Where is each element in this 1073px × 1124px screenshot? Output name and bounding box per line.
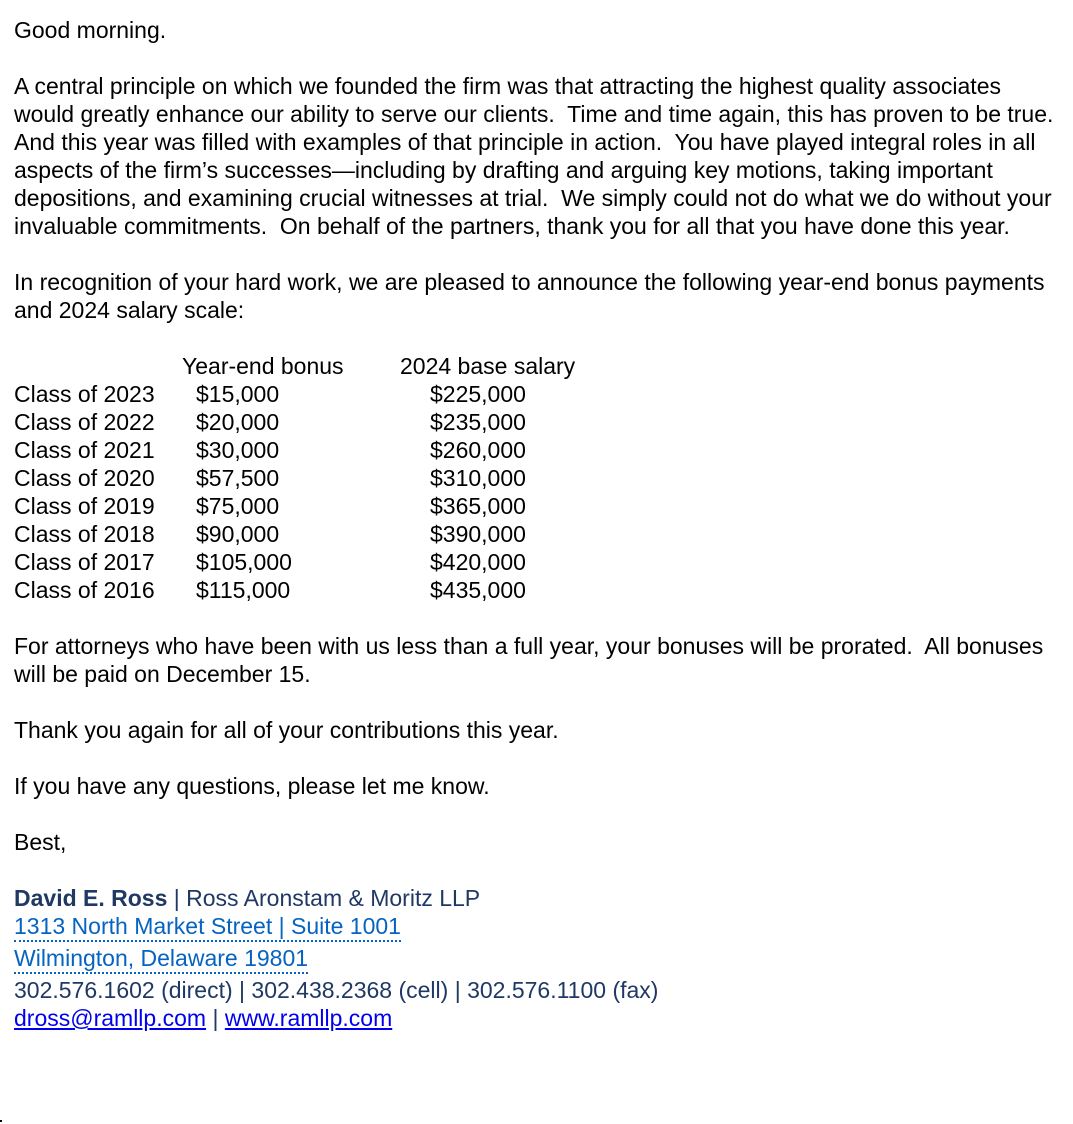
email-body bbox=[14, 16, 1065, 1032]
class-year-cell: Class of 2021 bbox=[14, 437, 155, 463]
page-corner-mark bbox=[0, 1120, 2, 1122]
email-link[interactable]: dross@ramllp.com bbox=[14, 1005, 207, 1031]
bonus-cell: $75,000 bbox=[196, 493, 280, 519]
bonus-cell: $30,000 bbox=[196, 437, 280, 463]
table-row bbox=[14, 464, 1059, 492]
class-year-cell: Class of 2017 bbox=[14, 549, 155, 575]
paragraph-announcement: In recognition of your hard work, we are pleased to announce the following year-end bonus payments and 2024 salary scale: bbox=[14, 269, 1051, 323]
bonus-cell: $15,000 bbox=[196, 381, 280, 407]
class-year-cell: Class of 2018 bbox=[14, 521, 155, 547]
header-year-end-bonus: Year-end bonus bbox=[182, 353, 344, 379]
table-row bbox=[14, 548, 1059, 576]
signature-contact-links bbox=[14, 1004, 1059, 1032]
paragraph-thanks: Thank you again for all of your contributions this year. bbox=[14, 717, 559, 743]
salary-cell: $225,000 bbox=[430, 381, 526, 407]
compensation-table bbox=[14, 352, 1059, 604]
table-row bbox=[14, 380, 1059, 408]
table-header-row bbox=[14, 352, 1059, 380]
salary-cell: $235,000 bbox=[430, 409, 526, 435]
table-row bbox=[14, 408, 1059, 436]
address-link-street[interactable]: 1313 North Market Street | Suite 1001 bbox=[14, 914, 401, 942]
bonus-cell: $57,500 bbox=[196, 465, 280, 491]
header-base-salary: 2024 base salary bbox=[400, 353, 576, 379]
class-year-cell: Class of 2016 bbox=[14, 577, 155, 603]
salary-cell: $310,000 bbox=[430, 465, 526, 491]
signature-separator: | bbox=[167, 885, 187, 911]
website-link[interactable]: www.ramllp.com bbox=[224, 1005, 393, 1031]
paragraph-questions: If you have any questions, please let me know. bbox=[14, 773, 490, 799]
greeting: Good morning. bbox=[14, 17, 167, 43]
salary-cell: $390,000 bbox=[430, 521, 526, 547]
bonus-cell: $20,000 bbox=[196, 409, 280, 435]
signature-name: David E. Ross bbox=[14, 885, 168, 911]
salary-cell: $365,000 bbox=[430, 493, 526, 519]
class-year-cell: Class of 2023 bbox=[14, 381, 155, 407]
class-year-cell: Class of 2020 bbox=[14, 465, 155, 491]
bonus-cell: $115,000 bbox=[196, 577, 291, 603]
class-year-cell: Class of 2022 bbox=[14, 409, 155, 435]
signature-firm: Ross Aronstam & Moritz LLP bbox=[186, 885, 481, 911]
paragraph-intro: A central principle on which we founded the firm was that attracting the highest quality associates would greatly enhance our ability to serve our clients. Time and time again, this has proven to be true. And this year was filled with examples of that principle in action. You have played integral roles in all aspects of the firm’s successes—including by drafting and arguing key motions, taking important depositions, and examining crucial witnesses at trial. We simply could not do what we do without your invaluable commitments. On behalf of the partners, thank you for all that you have done this year. bbox=[14, 73, 1065, 239]
closing: Best, bbox=[14, 829, 67, 855]
address-link-city[interactable]: Wilmington, Delaware 19801 bbox=[14, 946, 308, 974]
salary-cell: $435,000 bbox=[430, 577, 526, 603]
table-row bbox=[14, 576, 1059, 604]
bonus-cell: $90,000 bbox=[196, 521, 280, 547]
bonus-cell: $105,000 bbox=[196, 549, 292, 575]
paragraph-proration: For attorneys who have been with us less than a full year, your bonuses will be prorated. All bonuses will be paid on December 15. bbox=[14, 633, 1050, 687]
salary-cell: $420,000 bbox=[430, 549, 526, 575]
table-row bbox=[14, 492, 1059, 520]
salary-cell: $260,000 bbox=[430, 437, 526, 463]
links-separator: | bbox=[206, 1005, 225, 1031]
email-signature bbox=[14, 884, 1059, 1032]
signature-phones: 302.576.1602 (direct) | 302.438.2368 (cell) | 302.576.1100 (fax) bbox=[14, 977, 659, 1003]
class-year-cell: Class of 2019 bbox=[14, 493, 155, 519]
table-row bbox=[14, 436, 1059, 464]
signature-name-line bbox=[14, 884, 1059, 912]
table-row bbox=[14, 520, 1059, 548]
